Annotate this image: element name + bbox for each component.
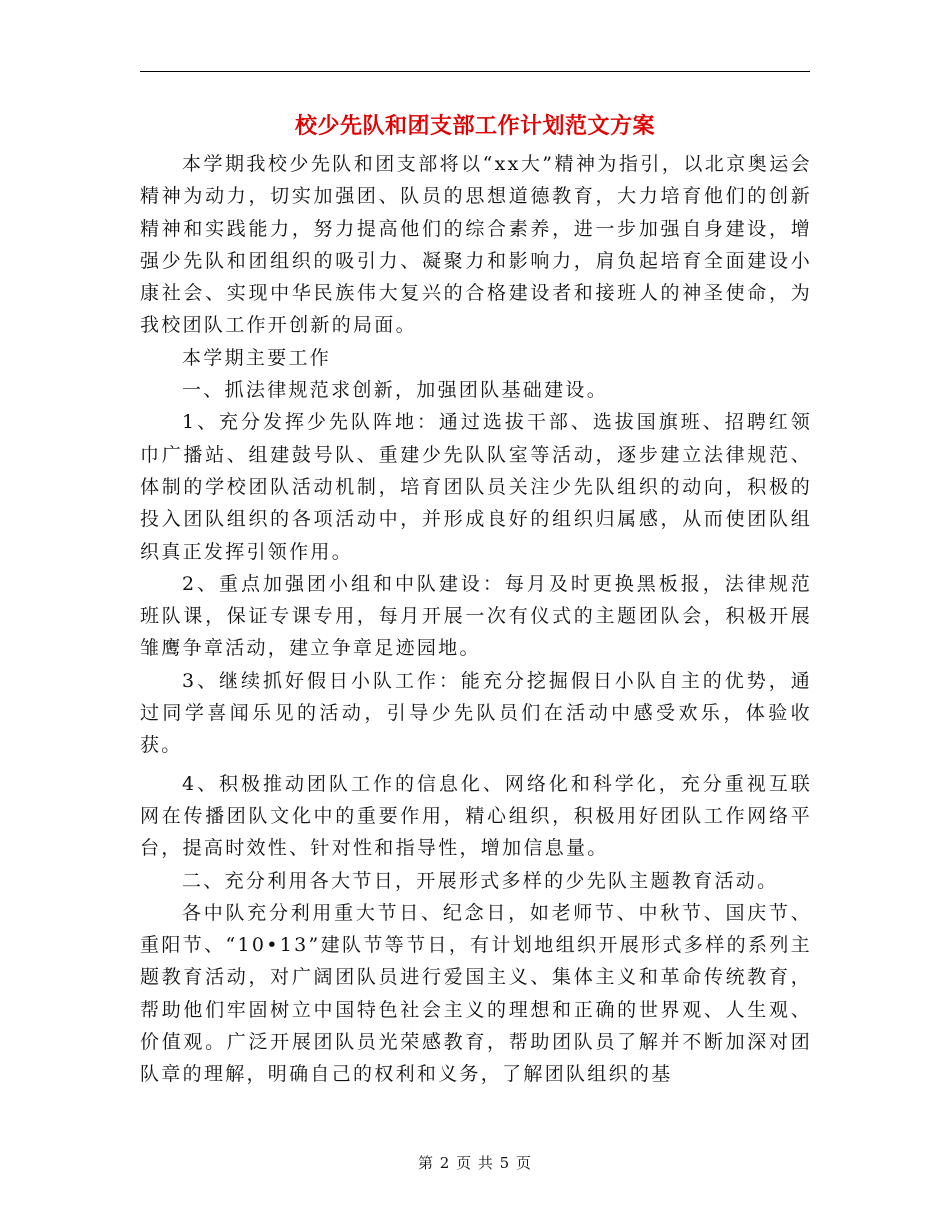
paragraph-intro: 本学期我校少先队和团支部将以“xx大”精神为指引，以北京奥运会精神为动力，切实加强团、队员的思想道德教育，大力培育他们的创新精神和实践能力，努力提高他们的综合素养，进一步加强自身建设，增强少先队和团组织的吸引力、凝聚力和影响力，肩负起培育全面建设小康社会、实现中华民族伟大复兴的合格建设者和接班人的神圣使命，为我校团队工作开创新的局面。	[140, 153, 812, 337]
paragraph-section-one-heading: 一、抓法律规范求创新，加强团队基础建设。	[182, 379, 609, 402]
paragraph-item-3: 3、继续抓好假日小队工作：能充分挖掘假日小队自主的优势，通过同学喜闻乐见的活动，引导少先队员们在活动中感受欢乐，体验收获。	[140, 669, 812, 757]
paragraph-item-4: 4、积极推动团队工作的信息化、网络化和科学化，充分重视互联网在传播团队文化中的重要作用，精心组织，积极用好团队工作网络平台，提高时效性、针对性和指导性，增加信息量。	[140, 772, 812, 860]
document-body	[140, 148, 812, 1091]
document-title: 校少先队和团支部工作计划范文方案	[294, 113, 655, 139]
paragraph-item-1: 1、充分发挥少先队阵地：通过选拔干部、选拔国旗班、招聘红领巾广播站、组建鼓号队、重建少先队队室等活动，逐步建立法律规范、体制的学校团队活动机制，培育团队员关注少先队组织的动向，积极的投入团队组织的各项活动中，并形成良好的组织归属感，从而使团队组织真正发挥引领作用。	[140, 411, 812, 563]
paragraph-section-two-heading: 二、充分利用各大节日，开展形式多样的少先队主题教育活动。	[182, 869, 779, 892]
page-number: 第 2 页 共 5 页	[418, 1154, 532, 1172]
paragraph-item-2: 2、重点加强团小组和中队建设：每月及时更换黑板报，法律规范班队课，保证专课专用，每月开展一次有仪式的主题团队会，积极开展雏鹰争章活动，建立争章足迹园地。	[140, 572, 812, 660]
paragraph-main-work-heading: 本学期主要工作	[182, 346, 332, 369]
paragraph-section-two-body: 各中队充分利用重大节日、纪念日，如老师节、中秋节、国庆节、重阳节、“10•13”建队节等节日，有计划地组织开展形式多样的系列主题教育活动，对广阔团队员进行爱国主义、集体主义和革命传统教育，帮助他们牢固树立中国特色社会主义的理想和正确的世界观、人生观、价值观。广泛开展团队员光荣感教育，帮助团队员了解并不断加深对团队章的理解，明确自己的权利和义务，了解团队组织的基	[140, 901, 812, 1086]
header-rule	[140, 71, 810, 72]
